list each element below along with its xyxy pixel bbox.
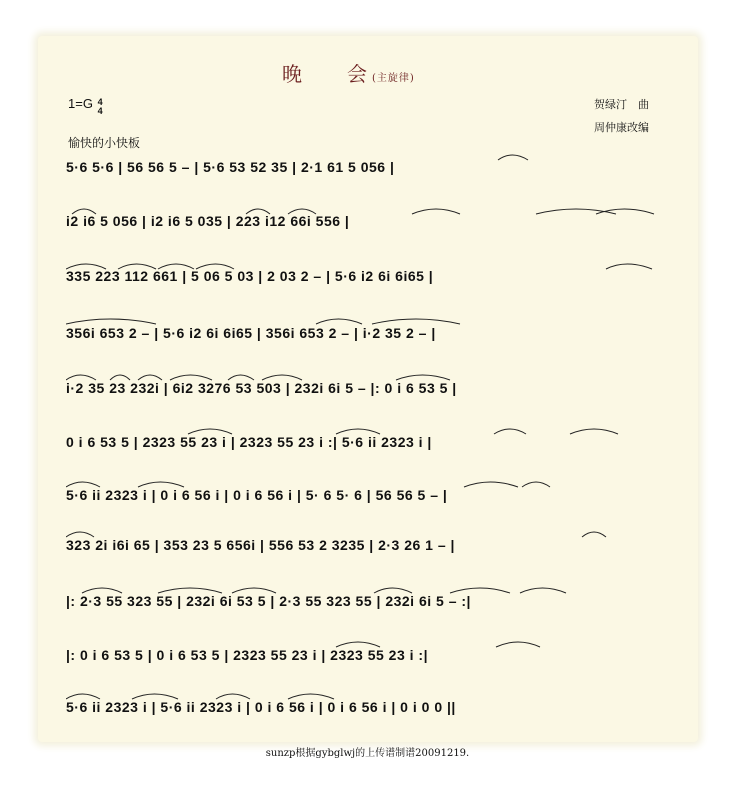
time-signature <box>98 98 103 116</box>
meter-bottom: 4 <box>97 106 103 116</box>
score-line-6: 0 i 6 53 5 | 2323 55 23 i | 2323 55 23 i :| 5·6 ii 2323 i | <box>66 434 432 450</box>
score-line-1: 5·6 5·6 | 56 56 5 – | 5·6 53 52 35 | 2·1 61 5 056 | <box>66 159 395 175</box>
score-line-4: 356i 653 2 – | 5·6 i2 6i 6i65 | 356i 653 2 – | i·2 35 2 – | <box>66 325 436 341</box>
score-line-2: i2 i6 5 056 | i2 i6 5 035 | 223 i12 66i 556 | <box>66 213 350 229</box>
score-line-8: 323 2i i6i 65 | 353 23 5 656i | 556 53 2 3235 | 2·3 26 1 – | <box>66 537 455 553</box>
title-char-1: 晚 <box>282 62 303 86</box>
score-line-5: i·2 35 23 232i | 6i2 3276 53 503 | 232i 6i 5 – |: 0 i 6 53 5 | <box>66 380 457 396</box>
meter-top: 4 <box>97 97 103 107</box>
arranger-credit: 周仲康改编 <box>594 121 649 134</box>
title-char-2: 会 <box>347 62 368 86</box>
score-line-9: |: 2·3 55 323 55 | 232i 6i 53 5 | 2·3 55 323 55 | 232i 6i 5 – :| <box>66 593 471 609</box>
composer-credit: 贺绿汀 曲 <box>594 98 649 111</box>
score-line-7: 5·6 ii 2323 i | 0 i 6 56 i | 0 i 6 56 i | 5· 6 5· 6 | 56 56 5 – | <box>66 487 448 503</box>
footer-note: sunzp根据gybglwj的上传谱制谱20091219. <box>265 748 470 759</box>
title-subtitle: (主旋律) <box>372 73 415 84</box>
tempo-marking: 愉快的小快板 <box>68 136 141 150</box>
score-line-3: 335 223 112 661 | 5 06 5 03 | 2 03 2 – | 5·6 i2 6i 6i65 | <box>66 268 434 284</box>
song-title <box>282 58 415 87</box>
score-line-11: 5·6 ii 2323 i | 5·6 ii 2323 i | 0 i 6 56 i | 0 i 6 56 i | 0 i 0 0 || <box>66 699 456 715</box>
key-label: 1=G <box>68 96 93 111</box>
key-signature <box>68 96 103 116</box>
score-line-10: |: 0 i 6 53 5 | 0 i 6 53 5 | 2323 55 23 i | 2323 55 23 i :| <box>66 647 428 663</box>
